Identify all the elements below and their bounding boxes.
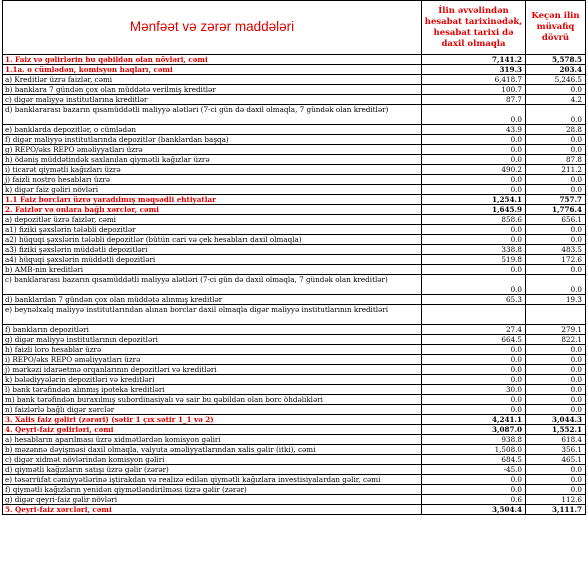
row-value-current: 0.0: [422, 105, 526, 125]
row-label: g) digər qeyri-faiz gəlir növləri: [3, 495, 422, 505]
row-value-previous: 0.0: [526, 105, 586, 125]
row-label: b) məzənnə dəyişməsi daxil olmaqla, valyuta əməliyyatlarından xalis gəlir (itki), cəmi: [3, 445, 422, 455]
row-label: h) ödəniş müddətindək saxlanılan qiymətli kağızlar üzrə: [3, 155, 422, 165]
row-value-previous: 3,111.7: [526, 505, 586, 515]
row-value-current: 0.0: [422, 185, 526, 195]
row-value-current: 1,645.9: [422, 205, 526, 215]
row-value-previous: 483.5: [526, 245, 586, 255]
profit-loss-table: [2, 0, 586, 515]
row-label: j) faizli nostro hesabları üzrə: [3, 175, 422, 185]
row-value-previous: 465.1: [526, 455, 586, 465]
table-row: [3, 215, 586, 225]
table-row: [3, 255, 586, 265]
table-row: [3, 225, 586, 235]
row-label: e) təsərrüfat cəmiyyətlərinə iştirakdan və realizə edilən qiymətli kağızlara investisiyalardan gəlir, cəmi: [3, 475, 422, 485]
row-label: m) bank tərəfindən buraxılmış subordinasiyalı və sair bu qəbildən olan borc öhdəlikləri: [3, 395, 422, 405]
row-value-current: 7,141.2: [422, 55, 526, 65]
row-value-previous: 0.0: [526, 485, 586, 495]
row-value-current: 87.7: [422, 95, 526, 105]
row-value-current: 0.0: [422, 275, 526, 295]
row-value-previous: 0.0: [526, 385, 586, 395]
table-row: [3, 365, 586, 375]
row-value-current: 6,418.7: [422, 75, 526, 85]
table-body: [3, 1, 586, 515]
row-value-previous: 203.4: [526, 65, 586, 75]
table-row: [3, 105, 586, 125]
table-row: [3, 495, 586, 505]
row-value-current: 30.0: [422, 385, 526, 395]
row-label: c) digər xidmət növlərindən komisyon gəliri: [3, 455, 422, 465]
table-row: [3, 345, 586, 355]
row-value-current: 0.0: [422, 145, 526, 155]
row-value-current: 0.0: [422, 365, 526, 375]
table-header-row: [3, 1, 586, 55]
row-value-previous: 0.0: [526, 375, 586, 385]
row-value-current: 519.8: [422, 255, 526, 265]
row-label: c) digər maliyyə institutlarına kreditlər: [3, 95, 422, 105]
row-value-current: 3,504.4: [422, 505, 526, 515]
row-label: i) ticarət qiymətli kağızları üzrə: [3, 165, 422, 175]
row-value-previous: [526, 305, 586, 325]
row-value-current: 0.0: [422, 135, 526, 145]
table-row: [3, 135, 586, 145]
table-row: [3, 165, 586, 175]
row-label: k) bələdiyyələrin depozitləri və kreditləri: [3, 375, 422, 385]
row-value-current: 0.6: [422, 495, 526, 505]
row-value-current: 43.9: [422, 125, 526, 135]
row-value-previous: 211.2: [526, 165, 586, 175]
row-label: l) bank tərəfindən alınmış ipoteka kreditləri: [3, 385, 422, 395]
table-row: [3, 65, 586, 75]
row-value-previous: 0.0: [526, 135, 586, 145]
table-row: [3, 275, 586, 295]
row-label: a4) hüquqi şəxslərin müddətli depozitləri: [3, 255, 422, 265]
table-row: [3, 485, 586, 495]
row-value-previous: 0.0: [526, 395, 586, 405]
table-row: [3, 295, 586, 305]
table-row: [3, 235, 586, 245]
row-label: f) digər maliyyə institutlarında depozitlər (banklardan başqa): [3, 135, 422, 145]
row-value-previous: 0.0: [526, 475, 586, 485]
row-value-previous: 112.6: [526, 495, 586, 505]
row-label: f) qiymətli kağızların yenidən qiymətləndirilməsi üzrə gəlir (zərər): [3, 485, 422, 495]
row-label: a3) fiziki şəxslərin müddətli depozitləri: [3, 245, 422, 255]
row-label: d) qiymətli kağızların satışı üzrə gəlir (zərər): [3, 465, 422, 475]
row-label: e) beynəlxalq maliyyə institutlarından alınan borclar daxil olmaqla digər maliyyə institutlarının kreditləri: [3, 305, 422, 325]
row-label: i) REPO/əks REPO əməliyyatları üzrə: [3, 355, 422, 365]
row-value-previous: 0.0: [526, 175, 586, 185]
table-row: [3, 205, 586, 215]
row-label: 4. Qeyri-faiz gəlirləri, cəmi: [3, 425, 422, 435]
table-row: [3, 465, 586, 475]
row-value-current: 0.0: [422, 485, 526, 495]
table-row: [3, 385, 586, 395]
table-row: [3, 355, 586, 365]
row-value-current: 0.0: [422, 225, 526, 235]
row-value-current: 490.2: [422, 165, 526, 175]
row-value-previous: 0.0: [526, 345, 586, 355]
row-value-previous: 656.1: [526, 215, 586, 225]
row-label: d) banklardan 7 gündən çox olan müddətə alınmış kreditlər: [3, 295, 422, 305]
table-row: [3, 305, 586, 325]
row-value-current: 858.6: [422, 215, 526, 225]
row-value-current: 0.0: [422, 345, 526, 355]
row-value-current: 0.0: [422, 405, 526, 415]
table-row: [3, 405, 586, 415]
row-label: 2. Faizlər və onlara bağlı xərclər, cəmi: [3, 205, 422, 215]
row-label: d) banklararası bazarın qısamüddətli maliyyə alətləri (7-ci gün də daxil olmaqla, 7 gündək olan kreditlər): [3, 105, 422, 125]
row-value-current: 319.3: [422, 65, 526, 75]
row-value-previous: 0.0: [526, 235, 586, 245]
row-label: j) mərkəzi idarəetmə orqanlarının depozitləri və kreditləri: [3, 365, 422, 375]
row-label: a2) hüquqi şəxslərin tələbli depozitlər (bütün cari və çek hesabları daxil olmaqla): [3, 235, 422, 245]
row-value-current: 664.5: [422, 335, 526, 345]
row-label: a) depozitlər üzrə faizlər, cəmi: [3, 215, 422, 225]
table-row: [3, 325, 586, 335]
row-value-previous: 4.2: [526, 95, 586, 105]
row-value-current: 65.3: [422, 295, 526, 305]
row-value-previous: 172.6: [526, 255, 586, 265]
row-value-current: 684.5: [422, 455, 526, 465]
table-row: [3, 425, 586, 435]
row-label: h) faizli loro hesablar üzrə: [3, 345, 422, 355]
table-row: [3, 195, 586, 205]
table-row: [3, 175, 586, 185]
row-value-current: 27.4: [422, 325, 526, 335]
row-value-current: 0.0: [422, 375, 526, 385]
row-value-current: 0.0: [422, 235, 526, 245]
table-row: [3, 455, 586, 465]
row-value-previous: 5,246.5: [526, 75, 586, 85]
row-value-current: 0.0: [422, 395, 526, 405]
row-value-previous: 28.8: [526, 125, 586, 135]
row-value-previous: 87.8: [526, 155, 586, 165]
row-label: a1) fiziki şəxslərin tələbli depozitlər: [3, 225, 422, 235]
row-value-previous: 1,776.4: [526, 205, 586, 215]
row-value-current: 4,241.1: [422, 415, 526, 425]
row-value-previous: 356.1: [526, 445, 586, 455]
row-value-previous: 279.1: [526, 325, 586, 335]
row-label: b) AMB-nin kreditləri: [3, 265, 422, 275]
row-value-previous: 0.0: [526, 85, 586, 95]
table-row: [3, 415, 586, 425]
row-label: a) Kreditlər üzrə faizlər, cəmi: [3, 75, 422, 85]
row-value-current: 0.0: [422, 175, 526, 185]
table-row: [3, 395, 586, 405]
table-row: [3, 435, 586, 445]
row-label: 5. Qeyri-faiz xərcləri, cəmi: [3, 505, 422, 515]
column-header-current: İlin əvvəlindən hesabat tarixinədək, hesabat tarixi də daxil olmaqla: [422, 1, 526, 55]
row-value-current: -45.0: [422, 465, 526, 475]
row-label: 1.1a. o cümlədən, komisyon haqları, cəmi: [3, 65, 422, 75]
row-value-previous: 1,552.1: [526, 425, 586, 435]
row-label: b) banklara 7 gündən çox olan müddətə verilmiş kreditlər: [3, 85, 422, 95]
row-value-current: 1,508.0: [422, 445, 526, 455]
row-value-current: 0.0: [422, 355, 526, 365]
row-label: 1.1 Faiz borcları üzrə yaradılmış məqsədli ehtiyatlar: [3, 195, 422, 205]
row-value-current: [422, 305, 526, 325]
row-value-current: 100.7: [422, 85, 526, 95]
table-title: Mənfəət və zərər maddələri: [3, 1, 422, 55]
table-row: [3, 95, 586, 105]
row-label: 3. Xalis faiz gəliri (zərəri) (sətir 1 çıx sətir 1_1 və 2): [3, 415, 422, 425]
table-row: [3, 155, 586, 165]
row-label: c) banklararası bazarın qısamüddətli maliyyə alətləri (7-ci gün də daxil olmaqla, 7 gündək olan kreditlər): [3, 275, 422, 295]
row-value-current: 938.8: [422, 435, 526, 445]
table-row: [3, 375, 586, 385]
row-value-previous: 0.0: [526, 275, 586, 295]
row-value-previous: 757.7: [526, 195, 586, 205]
row-value-current: 1,254.1: [422, 195, 526, 205]
row-value-current: 3,087.0: [422, 425, 526, 435]
row-value-previous: 0.0: [526, 365, 586, 375]
row-label: g) REPO/əks REPO əməliyyatları üzrə: [3, 145, 422, 155]
row-value-previous: 0.0: [526, 465, 586, 475]
table-row: [3, 445, 586, 455]
row-value-previous: 19.3: [526, 295, 586, 305]
table-row: [3, 335, 586, 345]
row-value-previous: 618.4: [526, 435, 586, 445]
table-row: [3, 505, 586, 515]
row-value-current: 338.8: [422, 245, 526, 255]
row-value-previous: 0.0: [526, 265, 586, 275]
row-value-current: 0.0: [422, 265, 526, 275]
row-value-previous: 822.1: [526, 335, 586, 345]
table-row: [3, 265, 586, 275]
row-value-previous: 3,044.3: [526, 415, 586, 425]
row-value-previous: 0.0: [526, 145, 586, 155]
row-value-current: 0.0: [422, 155, 526, 165]
column-header-previous: Keçən ilin müvafiq dövrü: [526, 1, 586, 55]
table-row: [3, 245, 586, 255]
table-row: [3, 475, 586, 485]
table-row: [3, 125, 586, 135]
row-value-previous: 0.0: [526, 355, 586, 365]
row-label: k) digər faiz gəliri növləri: [3, 185, 422, 195]
row-label: g) digər maliyyə institutlarının depozitləri: [3, 335, 422, 345]
row-label: n) faizlərlə bağlı digər xərclər: [3, 405, 422, 415]
row-value-previous: 5,578.5: [526, 55, 586, 65]
table-row: [3, 185, 586, 195]
table-row: [3, 55, 586, 65]
table-row: [3, 145, 586, 155]
row-label: f) bankların depozitləri: [3, 325, 422, 335]
row-value-previous: 0.0: [526, 405, 586, 415]
table-row: [3, 75, 586, 85]
row-value-previous: 0.0: [526, 225, 586, 235]
row-value-current: 0.0: [422, 475, 526, 485]
row-value-previous: 0.0: [526, 185, 586, 195]
table-row: [3, 85, 586, 95]
row-label: 1. Faiz və gəlirlərin bu qəbildən olan növləri, cəmi: [3, 55, 422, 65]
row-label: e) banklarda depozitlər, o cümlədən: [3, 125, 422, 135]
row-label: a) hesabların aparılması üzrə xidmətlərdən komisyon gəliri: [3, 435, 422, 445]
